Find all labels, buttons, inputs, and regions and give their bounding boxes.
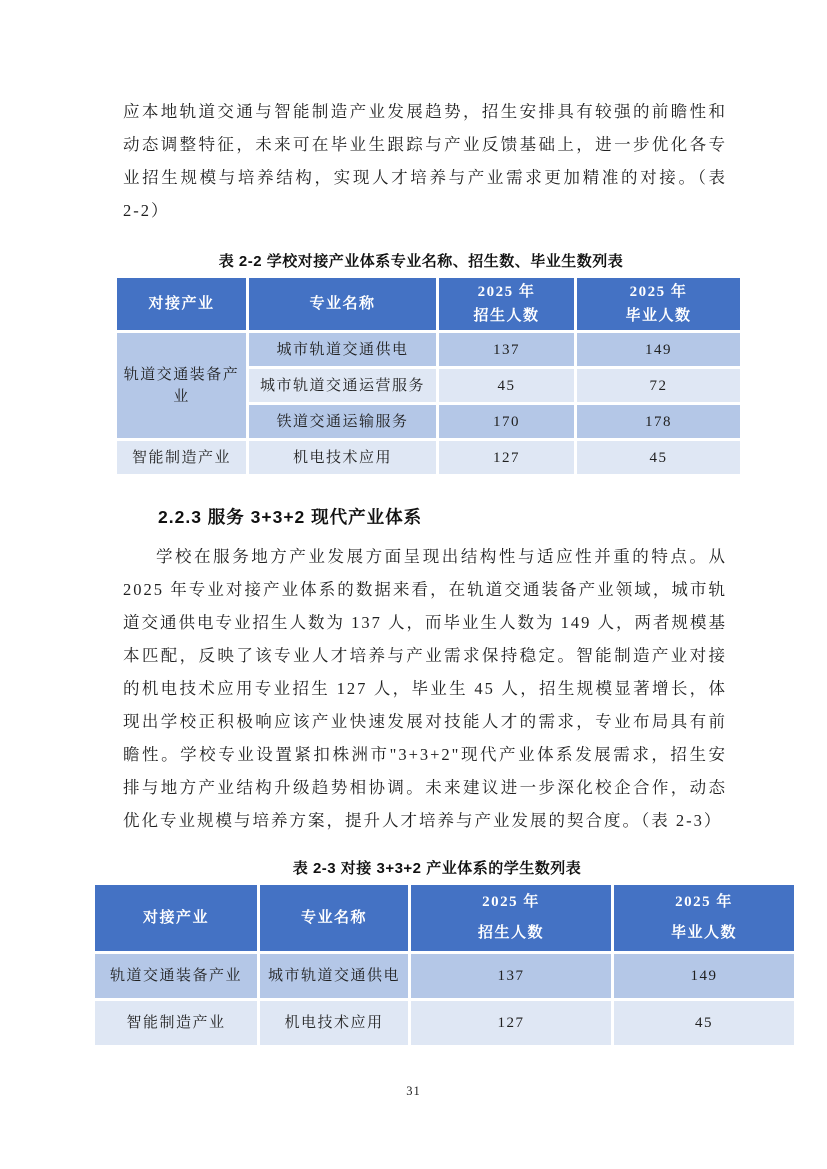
column-header-graduates-year: 2025 年 [675,894,733,910]
column-header-graduates-label: 毕业人数 [625,308,692,324]
cell-enrollment: 170 [439,405,574,438]
column-header-industry: 对接产业 [117,278,246,330]
cell-major: 机电技术应用 [260,1001,408,1045]
cell-graduates: 72 [577,369,740,402]
table-2-2-caption: 表 2-2 学校对接产业体系专业名称、招生数、毕业生数列表 [218,253,624,270]
cell-major: 城市轨道交通供电 [249,333,436,366]
cell-enrollment: 137 [411,954,611,998]
page-number: 31 [406,1084,421,1098]
cell-major: 城市轨道交通供电 [260,954,408,998]
cell-graduates: 45 [577,441,740,474]
cell-graduates: 178 [577,405,740,438]
cell-graduates: 45 [614,1001,794,1045]
table-2-2-header-row [117,278,740,330]
table-2-3-header-row [95,885,794,951]
section-heading: 2.2.3 服务 3+3+2 现代产业体系 [158,507,423,527]
column-header-graduates-label: 毕业人数 [670,925,737,941]
cell-graduates: 149 [577,333,740,366]
column-header-enrollment-year: 2025 年 [477,284,536,300]
column-header-major: 专业名称 [260,885,408,951]
cell-enrollment: 127 [411,1001,611,1045]
column-header-major: 专业名称 [249,278,436,330]
table-2-2 [114,275,743,477]
table-2-3 [92,882,797,1048]
intro-paragraph: 应本地轨道交通与智能制造产业发展趋势，招生安排具有较强的前瞻性和动态调整特征，未来可在毕业生跟踪与产业反馈基础上，进一步优化各专业招生规模与培养结构，实现人才培养与产业需求更加精准的对接。（表 2-2） [123,102,727,220]
column-header-graduates-year: 2025 年 [629,284,688,300]
cell-graduates: 149 [614,954,794,998]
column-header-enrollment-label: 招生人数 [477,925,544,941]
table-2-3-caption: 表 2-3 对接 3+3+2 产业体系的学生数列表 [292,860,582,877]
body-paragraph: 学校在服务地方产业发展方面呈现出结构性与适应性并重的特点。从 2025 年专业对接产业体系的数据来看，在轨道交通装备产业领域，城市轨道交通供电专业招生人数为 137 人，而毕业生人数为 149 人，两者规模基本匹配，反映了该专业人才培养与产业需求保持稳定。智能制造产业对接的机电技术应用专业招生 127 人，毕业生 45 人，招生规模显著增长，体现出学校正积极响应该产业快速发展对技能人才的需求，专业布局具有前瞻性。学校专业设置紧扣株洲市"3+3+2"现代产业体系发展需求，招生安排与地方产业结构升级趋势相协调。未来建议进一步深化校企合作，动态优化专业规模与培养方案，提升人才培养与产业发展的契合度。（表 2-3） [123,547,727,830]
cell-industry: 智能制造产业 [95,1001,257,1045]
cell-major: 铁道交通运输服务 [249,405,436,438]
cell-enrollment: 137 [439,333,574,366]
column-header-graduates [577,278,740,330]
column-header-enrollment-year: 2025 年 [482,894,540,910]
column-header-enrollment [411,885,611,951]
column-header-enrollment-label: 招生人数 [473,308,540,324]
cell-industry: 轨道交通装备产业 [95,954,257,998]
cell-enrollment: 127 [439,441,574,474]
cell-major: 城市轨道交通运营服务 [249,369,436,402]
cell-enrollment: 45 [439,369,574,402]
column-header-industry: 对接产业 [95,885,257,951]
cell-industry-group: 智能制造产业 [117,441,246,474]
table-row [95,954,794,998]
column-header-enrollment [439,278,574,330]
column-header-graduates [614,885,794,951]
table-row [117,333,740,366]
cell-major: 机电技术应用 [249,441,436,474]
table-row [117,441,740,474]
table-row [95,1001,794,1045]
cell-industry-group: 轨道交通装备产业 [117,333,246,438]
